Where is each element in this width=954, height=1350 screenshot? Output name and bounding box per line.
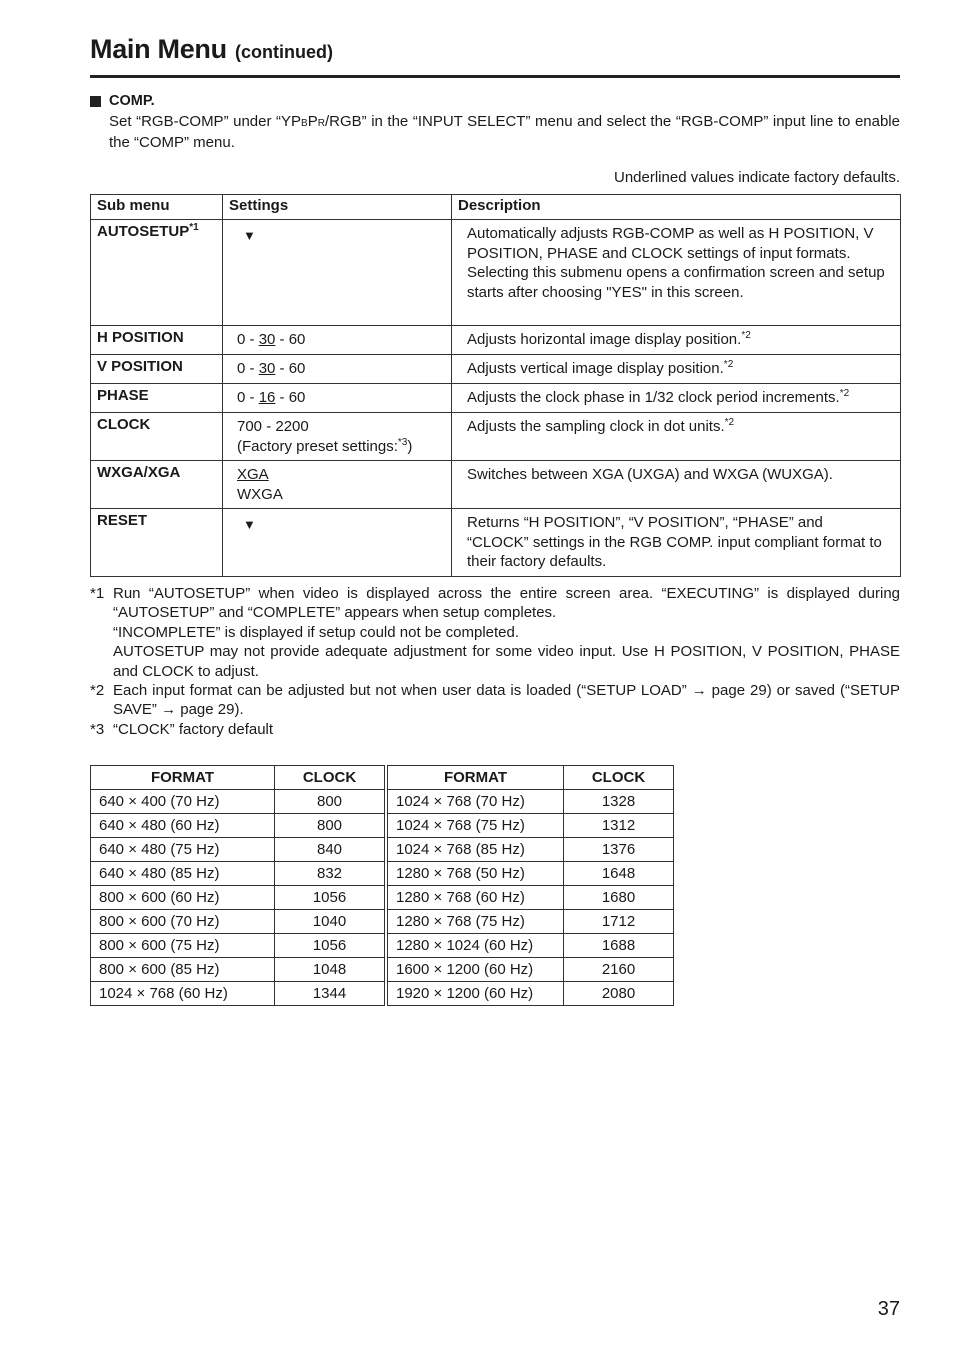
- table-header-row: [91, 195, 901, 220]
- format-cell: 1280 × 1024 (60 Hz): [386, 934, 564, 958]
- format-cell: 800 × 600 (75 Hz): [91, 934, 275, 958]
- format-cell: 640 × 480 (75 Hz): [91, 838, 275, 862]
- header-format: FORMAT: [386, 766, 564, 790]
- footnote-2-part-b: page 29) or saved (“SETUP SAVE”: [113, 682, 900, 719]
- factory-preset-text: (Factory preset settings:: [237, 437, 398, 455]
- description-text: Adjusts vertical image display position.: [467, 360, 724, 377]
- table-row: [91, 862, 674, 886]
- arrow-right-icon: →: [161, 701, 177, 719]
- table-row: [91, 886, 674, 910]
- header-rule: [90, 75, 900, 78]
- submenu-arrow-icon: ▼: [243, 517, 256, 532]
- range-default: 30: [258, 331, 276, 348]
- description-text: Adjusts the clock phase in 1/32 clock period increments.: [467, 389, 840, 406]
- footnote-3: [90, 720, 900, 739]
- sub-menu-cell: V POSITION: [91, 355, 223, 384]
- clock-cell: 800: [275, 790, 387, 814]
- clock-cell: 840: [275, 838, 387, 862]
- header-settings: Settings: [223, 195, 452, 220]
- submenu-arrow-icon: ▼: [243, 228, 256, 243]
- footnote-ref: *2: [723, 359, 734, 370]
- format-cell: 640 × 400 (70 Hz): [91, 790, 275, 814]
- header-description: Description: [452, 195, 901, 220]
- page-subtitle: (continued): [234, 42, 333, 62]
- description-cell: Automatically adjusts RGB-COMP as well as H POSITION, V POSITION, PHASE and CLOCK settings of input formats. Selecting this submenu opens a confirmation screen and setup starts after choosing "YES" in this screen.: [452, 220, 901, 326]
- footnotes: [90, 584, 900, 739]
- header-sub-menu: Sub menu: [91, 195, 223, 220]
- clock-cell: 1680: [564, 886, 674, 910]
- clock-cell: 1648: [564, 862, 674, 886]
- factory-preset-note: [237, 437, 437, 457]
- format-cell: 640 × 480 (85 Hz): [91, 862, 275, 886]
- footnote-text: [113, 584, 900, 681]
- description-cell: [452, 355, 901, 384]
- footnote-1-line-3: AUTOSETUP may not provide adequate adjustment for some video input. Use H POSITION, V POSITION, PHASE and CLOCK to adjust.: [113, 643, 900, 680]
- footnote-1-line-1: Run “AUTOSETUP” when video is displayed across the entire screen area. “EXECUTING” is displayed during “AUTOSETUP” and “COMPLETE” appears when setup completes.: [113, 585, 900, 622]
- intro-subscript-r: R: [317, 117, 325, 129]
- table-row: [91, 982, 674, 1006]
- range-min: 0 -: [237, 360, 259, 377]
- sub-menu-cell: H POSITION: [91, 326, 223, 355]
- table-row: [91, 355, 901, 384]
- range-max: - 60: [275, 389, 306, 406]
- format-cell: 1280 × 768 (75 Hz): [386, 910, 564, 934]
- settings-cell: [223, 413, 452, 461]
- header-format: FORMAT: [91, 766, 275, 790]
- sub-menu-cell: PHASE: [91, 384, 223, 413]
- footnote-2: [90, 681, 900, 720]
- arrow-right-icon: →: [691, 682, 707, 700]
- clock-cell: 1712: [564, 910, 674, 934]
- sub-menu-cell: RESET: [91, 509, 223, 577]
- clock-cell: 1056: [275, 934, 387, 958]
- clock-cell: 832: [275, 862, 387, 886]
- table-row: [91, 220, 901, 326]
- format-cell: 1024 × 768 (60 Hz): [91, 982, 275, 1006]
- footnote-text: “CLOCK” factory default: [113, 720, 274, 738]
- format-cell: 1920 × 1200 (60 Hz): [386, 982, 564, 1006]
- clock-cell: 1328: [564, 790, 674, 814]
- footnote-1-line-2: “INCOMPLETE” is displayed if setup could not be completed.: [113, 623, 520, 641]
- format-cell: 640 × 480 (60 Hz): [91, 814, 275, 838]
- format-cell: 800 × 600 (60 Hz): [91, 886, 275, 910]
- intro-part-2: P: [307, 112, 318, 130]
- description-cell: [452, 384, 901, 413]
- footnote-ref: *2: [724, 417, 735, 428]
- footnote-mark: *3: [90, 720, 105, 738]
- comp-settings-table: [90, 194, 901, 577]
- format-cell: 1024 × 768 (70 Hz): [386, 790, 564, 814]
- section-heading-text: COMP.: [109, 93, 155, 109]
- table-row: [91, 326, 901, 355]
- page-title: Main Menu: [90, 34, 227, 64]
- settings-cell: [223, 509, 452, 577]
- section-heading: [90, 92, 900, 112]
- description-cell: Returns “H POSITION”, “V POSITION”, “PHASE” and “CLOCK” settings in the RGB COMP. input compliant format to their factory defaults.: [452, 509, 901, 577]
- sub-menu-cell: [91, 220, 223, 326]
- table-row: [91, 509, 901, 577]
- clock-cell: 1688: [564, 934, 674, 958]
- footnote-2-part-c: page 29).: [176, 701, 244, 719]
- footnote-ref: *2: [839, 388, 850, 399]
- format-cell: 1024 × 768 (85 Hz): [386, 838, 564, 862]
- range-max: - 60: [275, 331, 306, 348]
- format-cell: 800 × 600 (85 Hz): [91, 958, 275, 982]
- range-min: 0 -: [237, 331, 259, 348]
- page-header: [90, 34, 900, 65]
- comp-section: [90, 92, 900, 153]
- format-cell: 800 × 600 (70 Hz): [91, 910, 275, 934]
- option-wxga: WXGA: [237, 485, 283, 503]
- footnote-1: [90, 584, 900, 681]
- footnote-ref: *3: [397, 436, 408, 448]
- settings-cell: [223, 355, 452, 384]
- footnote-ref: *1: [189, 222, 199, 233]
- clock-defaults-table: [90, 765, 674, 1006]
- intro-subscript-b: B: [301, 117, 308, 129]
- option-xga-default: XGA: [237, 466, 269, 483]
- table-row: [91, 384, 901, 413]
- clock-cell: 1376: [564, 838, 674, 862]
- clock-range: 700 - 2200: [237, 418, 309, 435]
- factory-preset-close: ): [407, 437, 413, 455]
- clock-cell: 1056: [275, 886, 387, 910]
- sub-menu-cell: CLOCK: [91, 413, 223, 461]
- footnote-ref: *2: [741, 330, 751, 341]
- table-row: [91, 838, 674, 862]
- range-default: 30: [258, 360, 276, 377]
- settings-cell: [223, 326, 452, 355]
- format-cell: 1280 × 768 (50 Hz): [386, 862, 564, 886]
- table-row: [91, 461, 901, 509]
- table-row: [91, 790, 674, 814]
- format-cell: 1280 × 768 (60 Hz): [386, 886, 564, 910]
- table-row: [91, 910, 674, 934]
- table-row: [91, 934, 674, 958]
- sub-menu-name: AUTOSETUP: [97, 223, 190, 240]
- format-cell: 1024 × 768 (75 Hz): [386, 814, 564, 838]
- square-bullet-icon: [90, 96, 101, 107]
- description-cell: [452, 326, 901, 355]
- clock-cell: 800: [275, 814, 387, 838]
- settings-cell: [223, 384, 452, 413]
- description-cell: [452, 413, 901, 461]
- sub-menu-cell: WXGA/XGA: [91, 461, 223, 509]
- clock-cell: 2080: [564, 982, 674, 1006]
- footnote-2-part-a: Each input format can be adjusted but not when user data is loaded (“SETUP LOAD”: [113, 682, 692, 700]
- footnote-mark: *2: [90, 682, 105, 700]
- header-clock: CLOCK: [564, 766, 674, 790]
- description-text: Adjusts horizontal image display position.: [467, 331, 742, 348]
- description-text: Adjusts the sampling clock in dot units.: [467, 418, 725, 435]
- clock-table-header-row: [91, 766, 674, 790]
- section-intro: [109, 112, 900, 153]
- range-default: 16: [258, 389, 276, 406]
- range-max: - 60: [275, 360, 306, 377]
- clock-cell: 1312: [564, 814, 674, 838]
- intro-part-3: /RGB” in the “INPUT SELECT” menu and select the “RGB-COMP” input line to enable the “COMP” menu.: [109, 112, 900, 151]
- page-number: 37: [877, 1298, 900, 1320]
- clock-cell: 1344: [275, 982, 387, 1006]
- table-row: [91, 814, 674, 838]
- format-cell: 1600 × 1200 (60 Hz): [386, 958, 564, 982]
- table-row: [91, 958, 674, 982]
- clock-cell: 1048: [275, 958, 387, 982]
- clock-table-body: [91, 790, 674, 1006]
- defaults-note: Underlined values indicate factory defaults.: [614, 169, 900, 186]
- settings-cell: [223, 220, 452, 326]
- intro-part-1: Set “RGB-COMP” under “YP: [109, 112, 302, 130]
- clock-cell: 1040: [275, 910, 387, 934]
- settings-cell: [223, 461, 452, 509]
- header-clock: CLOCK: [275, 766, 387, 790]
- footnote-text: [113, 681, 900, 720]
- clock-cell: 2160: [564, 958, 674, 982]
- footnote-mark: *1: [90, 585, 105, 602]
- table-row: [91, 413, 901, 461]
- range-min: 0 -: [237, 389, 259, 406]
- description-cell: Switches between XGA (UXGA) and WXGA (WUXGA).: [452, 461, 901, 509]
